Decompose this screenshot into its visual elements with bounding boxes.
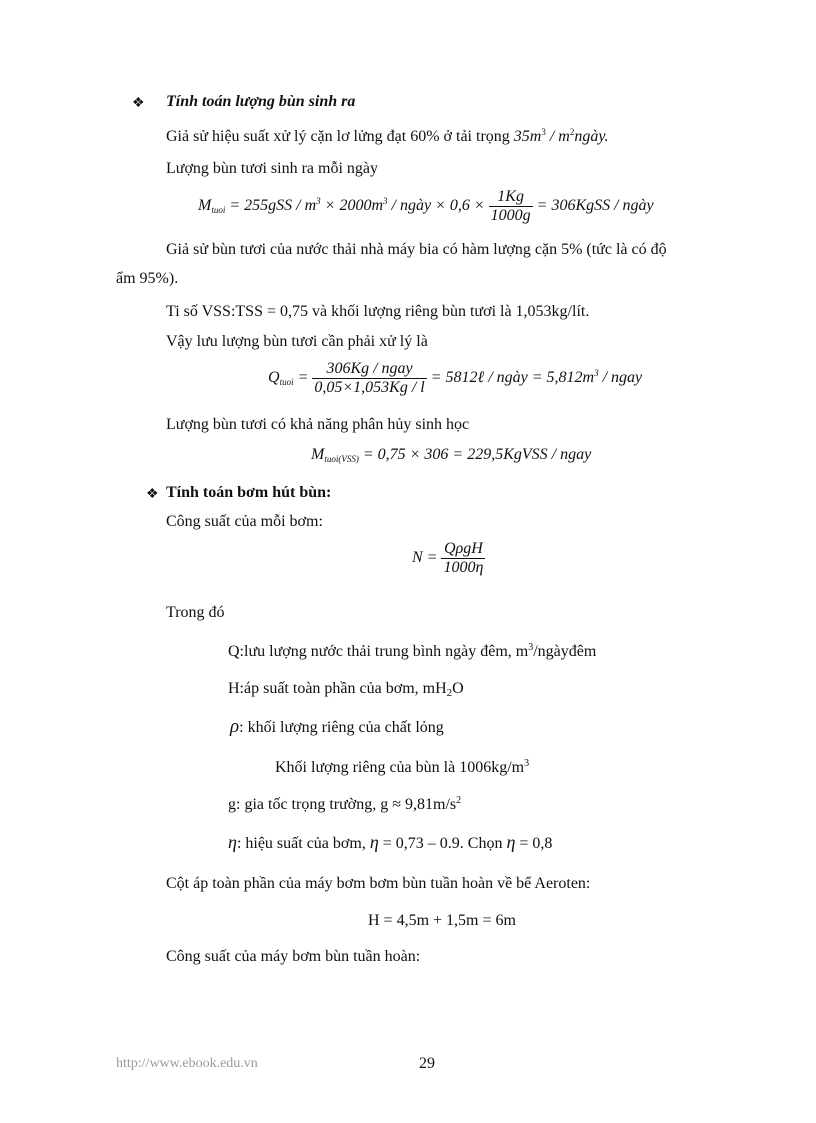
equation-m-tuoi: $M_{tuoi} = 255gSS / m^3 \times 2000m^3$ / ngày × 0,6 × $\frac{1Kg}{1000g}$ = 306KgSS / ngày [198,188,654,224]
paragraph-pump-power: Công suất của mỗi bơm: [166,513,323,530]
paragraph-where: Trong đó [166,604,225,621]
paragraph-daily-sludge: Lượng bùn tươi sinh ra mỗi ngày [166,160,379,177]
definition-eta: η: hiệu suất của bơm, η = 0,73 – 0.9. Chọn η = 0,8 [228,832,553,852]
paragraph-flow-intro: Vậy lưu lượng bùn tươi cần phải xử lý là [166,333,428,350]
paragraph-total-head: Cột áp toàn phần của máy bơm bơm bùn tuần hoàn về bể Aeroten: [166,875,591,892]
definition-q: Q:lưu lượng nước thải trung bình ngày đêm, $m^3$/ngàyđêm [228,642,597,660]
paragraph-biodegradable: Lượng bùn tươi có khả năng phân hủy sinh học [166,416,470,433]
definition-h: H:áp suất toàn phần của bơm, mH2O [228,680,464,699]
paragraph-recirc-power: Công suất của máy bơm bùn tuần hoàn: [166,948,421,965]
fraction-pump: $\frac{\text{QρgH}}{1000\eta}$ [443,540,484,576]
section-bullet: ❖ [146,487,159,502]
equation-m-vss: $M_{tuoi(VSS)} = 0,75 \times 306$ = 229,5KgVSS / ngay [311,446,592,464]
section-heading-sludge: Tính toán lượng bùn sinh ra [166,93,356,110]
paragraph-assumption-line1: Giả sử bùn tươi của nước thải nhà máy bia có hàm lượng cặn 5% (tức là có độ [166,241,667,258]
fraction-flow: $\frac{\text{306Kg / ngay}}{0,05\times 1,053Kg / l}$ [314,360,425,396]
definition-g: g: gia tốc trọng trường, $g \approx 9,81m/s^2$ [228,795,462,813]
section-heading-pump: Tính toán bơm hút bùn: [166,484,332,501]
equation-head: H = 4,5m + 1,5m = 6m [368,912,516,929]
paragraph-vss-ratio: Ti số VSS:TSS = 0,75 và khối lượng riêng bùn tươi là 1,053kg/lít. [166,303,590,320]
page-number: 29 [419,1055,435,1072]
footer-url: http://www.ebook.edu.vn [116,1056,258,1071]
section-bullet: ❖ [132,96,145,111]
equation-pump-power: N = $\frac{\text{QρgH}}{1000\eta}$ [412,540,484,576]
equation-q-tuoi: $Q_{tuoi}$ = $\frac{\text{306Kg / ngay}}{0,05\times 1,053Kg / l}$ = 5812ℓ / ngày = $5,812m^3$ / ngay [268,360,643,396]
paragraph-assumption-line2: ẩm 95%). [116,270,179,287]
fraction-kg-g: $\frac{1Kg}{1000g}$ [490,188,531,224]
definition-rho: ρ: khối lượng riêng của chất lỏng [230,716,444,737]
definition-rho-value: Khối lượng riêng của bùn là $1006kg/m^3$ [275,758,530,776]
paragraph-efficiency: Giả sử hiệu suất xử lý cặn lơ lửng đạt 60% ở tải trọng $35m^3$ / $m^2ngày$. [166,127,609,145]
